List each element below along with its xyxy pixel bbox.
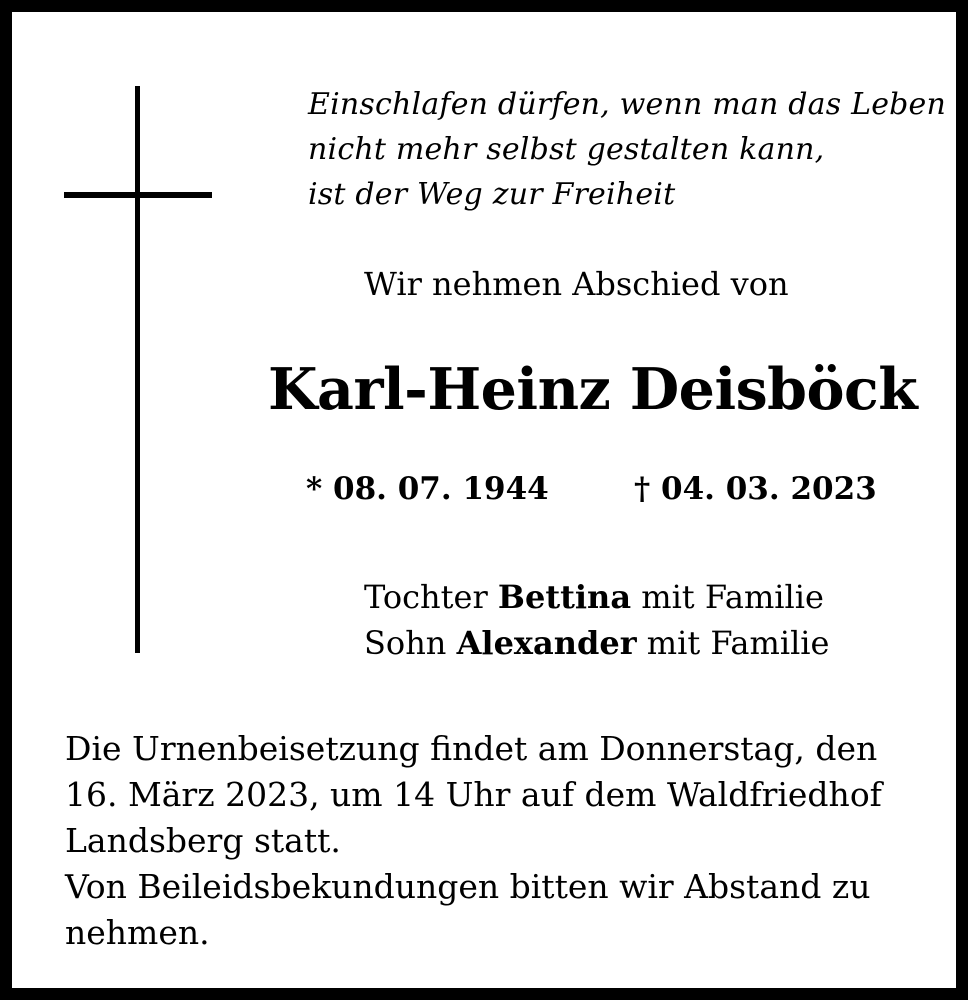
info-line: 16. März 2023, um 14 Uhr auf dem Waldfriedhof — [65, 775, 882, 814]
info-line: Von Beileidsbekundungen bitten wir Abstand zu — [65, 867, 871, 906]
mourner-relation: Tochter — [364, 578, 488, 616]
motto-quote — [308, 82, 948, 217]
mourners-list — [364, 574, 829, 666]
mourner-suffix: mit Familie — [641, 578, 824, 616]
motto-line: Einschlafen dürfen, wenn man das Leben — [308, 87, 947, 122]
cross-icon-horizontal — [64, 192, 212, 198]
cross-icon-vertical — [135, 86, 140, 653]
motto-line: ist der Weg zur Freiheit — [308, 177, 676, 212]
farewell-intro: Wir nehmen Abschied von — [364, 265, 789, 303]
info-line: Landsberg statt. — [65, 821, 341, 860]
birth-date: * 08. 07. 1944 — [306, 471, 549, 507]
mourner-name: Bettina — [497, 578, 632, 616]
deceased-name: Karl-Heinz Deisböck — [268, 356, 918, 423]
info-line: nehmen. — [65, 913, 210, 952]
info-line: Die Urnenbeisetzung findet am Donnerstag, den — [65, 729, 878, 768]
motto-line: nicht mehr selbst gestalten kann, — [308, 132, 825, 167]
mourner-relation: Sohn — [364, 624, 447, 662]
mourner-line — [364, 620, 829, 666]
funeral-info — [65, 726, 945, 956]
mourner-name: Alexander — [456, 624, 637, 662]
mourner-suffix: mit Familie — [646, 624, 830, 662]
death-date: † 04. 03. 2023 — [634, 471, 877, 507]
mourner-line — [364, 574, 829, 620]
